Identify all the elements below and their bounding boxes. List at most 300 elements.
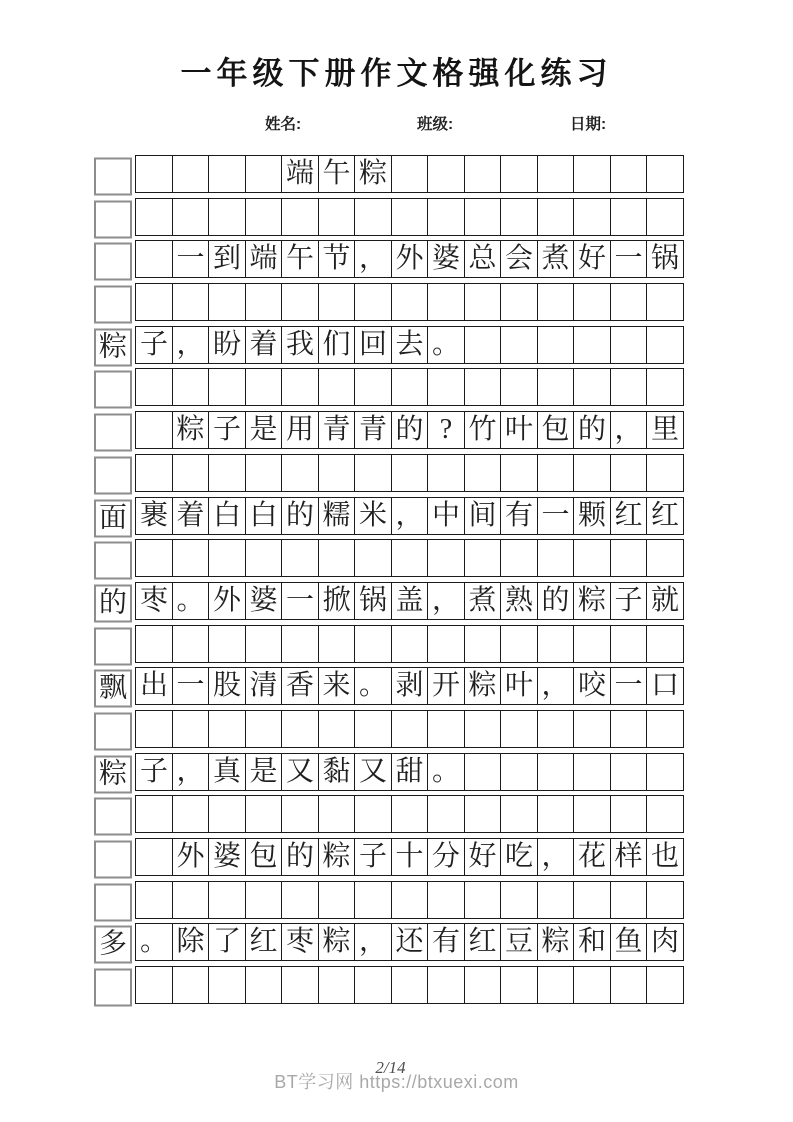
grid-cell — [610, 881, 648, 919]
grid-cell: 盼 — [208, 326, 246, 364]
grid-cell: ， — [172, 326, 210, 364]
grid-cell: 总 — [464, 240, 502, 278]
grid-row — [95, 667, 707, 705]
grid-cell — [135, 155, 173, 193]
grid-cell: 子 — [354, 838, 392, 876]
grid-cell: 也 — [646, 838, 684, 876]
grid-cell: 了 — [208, 923, 246, 961]
grid-cell: 。 — [427, 753, 465, 791]
grid-cell — [172, 966, 210, 1004]
grid-cell — [281, 198, 319, 236]
grid-cell: 外 — [391, 240, 429, 278]
grid-cell — [135, 966, 173, 1004]
grid-cell: 又 — [281, 753, 319, 791]
grid-cell-stub: 面 — [94, 499, 132, 537]
grid-row — [95, 539, 707, 577]
grid-cell — [500, 710, 538, 748]
grid-cell-stub — [94, 371, 132, 409]
grid-cell — [281, 368, 319, 406]
grid-cell: 剥 — [391, 667, 429, 705]
grid-cell — [427, 539, 465, 577]
grid-cell — [573, 539, 611, 577]
grid-cell — [391, 881, 429, 919]
grid-cell: 股 — [208, 667, 246, 705]
grid-row — [95, 155, 707, 193]
grid-cell — [464, 881, 502, 919]
grid-cell-stub — [94, 414, 132, 452]
grid-cell-stub — [94, 627, 132, 665]
grid-cell — [354, 881, 392, 919]
grid-cell — [245, 283, 283, 321]
grid-cell: 还 — [391, 923, 429, 961]
grid-cell — [245, 368, 283, 406]
grid-cell: 开 — [427, 667, 465, 705]
grid-cell: 我 — [281, 326, 319, 364]
grid-cell: 和 — [573, 923, 611, 961]
grid-cell: 的 — [573, 411, 611, 449]
grid-cell: 里 — [646, 411, 684, 449]
grid-cell — [427, 283, 465, 321]
grid-cell: 是 — [245, 411, 283, 449]
watermark-text: BT学习网 https://btxuexi.com — [274, 1072, 519, 1092]
grid-cell — [646, 753, 684, 791]
grid-cell: ? — [427, 411, 465, 449]
grid-cell — [573, 155, 611, 193]
grid-cell — [172, 454, 210, 492]
grid-cell: 一 — [537, 497, 575, 535]
grid-cell: 子 — [610, 582, 648, 620]
grid-cell — [391, 625, 429, 663]
grid-cell — [610, 710, 648, 748]
grid-cell: 的 — [281, 497, 319, 535]
grid-cell: 端 — [245, 240, 283, 278]
grid-cell: 回 — [354, 326, 392, 364]
class-field-label: 班级: — [417, 116, 454, 133]
grid-cell — [354, 966, 392, 1004]
grid-cell — [573, 326, 611, 364]
grid-cell: 就 — [646, 582, 684, 620]
grid-row — [95, 753, 707, 791]
grid-cell: 花 — [573, 838, 611, 876]
grid-cell: 粽 — [537, 923, 575, 961]
grid-cell: 叶 — [500, 667, 538, 705]
grid-cell: 的 — [391, 411, 429, 449]
grid-cell: 。 — [354, 667, 392, 705]
grid-cell — [427, 368, 465, 406]
grid-cell: 红 — [245, 923, 283, 961]
grid-cell — [573, 283, 611, 321]
grid-cell — [245, 881, 283, 919]
grid-cell — [208, 368, 246, 406]
grid-cell — [172, 539, 210, 577]
grid-cell-stub: 的 — [94, 584, 132, 622]
grid-cell — [646, 539, 684, 577]
grid-cell — [208, 625, 246, 663]
grid-cell — [464, 283, 502, 321]
grid-cell: 婆 — [427, 240, 465, 278]
grid-cell: 青 — [318, 411, 356, 449]
grid-cell — [610, 368, 648, 406]
grid-cell — [172, 881, 210, 919]
grid-cell: 颗 — [573, 497, 611, 535]
name-field-label: 姓名: — [265, 116, 302, 133]
grid-cell: 外 — [208, 582, 246, 620]
grid-cell-stub — [94, 200, 132, 238]
grid-cell — [172, 625, 210, 663]
grid-cell — [537, 710, 575, 748]
grid-cell-stub — [94, 798, 132, 836]
grid-cell — [537, 881, 575, 919]
grid-cell: 去 — [391, 326, 429, 364]
grid-cell — [135, 838, 173, 876]
grid-cell — [281, 283, 319, 321]
grid-cell: 外 — [172, 838, 210, 876]
grid-cell: 包 — [245, 838, 283, 876]
grid-cell: 煮 — [537, 240, 575, 278]
grid-cell — [135, 625, 173, 663]
grid-cell: 真 — [208, 753, 246, 791]
grid-cell: 分 — [427, 838, 465, 876]
grid-cell — [354, 454, 392, 492]
grid-cell: 煮 — [464, 582, 502, 620]
grid-cell: 出 — [135, 667, 173, 705]
grid-cell — [427, 454, 465, 492]
grid-cell — [610, 625, 648, 663]
grid-row — [95, 454, 707, 492]
grid-cell — [135, 283, 173, 321]
grid-cell: 用 — [281, 411, 319, 449]
grid-cell — [646, 368, 684, 406]
grid-cell — [391, 283, 429, 321]
grid-row — [95, 838, 707, 876]
grid-cell: 豆 — [500, 923, 538, 961]
grid-cell — [172, 795, 210, 833]
grid-cell: 裹 — [135, 497, 173, 535]
grid-cell — [464, 753, 502, 791]
grid-cell — [537, 283, 575, 321]
grid-cell: ， — [354, 923, 392, 961]
grid-cell — [172, 155, 210, 193]
grid-cell — [537, 795, 575, 833]
grid-cell — [573, 966, 611, 1004]
grid-cell: ， — [537, 667, 575, 705]
grid-cell: 黏 — [318, 753, 356, 791]
grid-cell: 十 — [391, 838, 429, 876]
grid-row — [95, 795, 707, 833]
grid-cell — [318, 454, 356, 492]
grid-cell — [646, 454, 684, 492]
grid-cell — [573, 710, 611, 748]
grid-cell: 红 — [610, 497, 648, 535]
grid-cell — [500, 539, 538, 577]
grid-cell — [427, 625, 465, 663]
grid-cell — [318, 283, 356, 321]
grid-cell-stub — [94, 712, 132, 750]
grid-cell: 节 — [318, 240, 356, 278]
grid-row — [95, 283, 707, 321]
grid-cell: ， — [391, 497, 429, 535]
grid-cell — [281, 966, 319, 1004]
grid-cell — [610, 966, 648, 1004]
grid-cell — [464, 625, 502, 663]
grid-cell: 子 — [208, 411, 246, 449]
grid-cell — [208, 155, 246, 193]
grid-row — [95, 368, 707, 406]
header-fields — [0, 112, 793, 136]
grid-cell: 粽 — [318, 923, 356, 961]
grid-cell — [318, 881, 356, 919]
grid-cell — [427, 198, 465, 236]
grid-cell: 样 — [610, 838, 648, 876]
grid-cell: 粽 — [573, 582, 611, 620]
grid-cell — [500, 881, 538, 919]
grid-cell: 着 — [245, 326, 283, 364]
grid-cell: 粽 — [318, 838, 356, 876]
grid-cell: 着 — [172, 497, 210, 535]
grid-cell — [427, 795, 465, 833]
grid-cell — [427, 710, 465, 748]
grid-cell: 米 — [354, 497, 392, 535]
grid-cell — [646, 155, 684, 193]
grid-cell: 又 — [354, 753, 392, 791]
grid-cell: 的 — [281, 838, 319, 876]
grid-cell — [500, 625, 538, 663]
grid-cell — [464, 710, 502, 748]
grid-cell — [464, 368, 502, 406]
grid-cell — [172, 198, 210, 236]
grid-cell — [610, 326, 648, 364]
grid-cell — [135, 368, 173, 406]
grid-cell: 甜 — [391, 753, 429, 791]
grid-cell-stub — [94, 542, 132, 580]
grid-cell: 竹 — [464, 411, 502, 449]
grid-cell: 包 — [537, 411, 575, 449]
grid-cell: 红 — [464, 923, 502, 961]
grid-cell — [391, 539, 429, 577]
grid-cell: 红 — [646, 497, 684, 535]
grid-cell: 。 — [427, 326, 465, 364]
grid-cell — [245, 155, 283, 193]
grid-cell: 糯 — [318, 497, 356, 535]
grid-cell — [208, 198, 246, 236]
grid-cell: 好 — [464, 838, 502, 876]
grid-row — [95, 625, 707, 663]
grid-cell: ， — [172, 753, 210, 791]
grid-cell — [391, 368, 429, 406]
grid-cell — [537, 198, 575, 236]
grid-cell — [208, 454, 246, 492]
grid-row — [95, 582, 707, 620]
grid-cell: 鱼 — [610, 923, 648, 961]
grid-cell — [464, 326, 502, 364]
grid-cell — [135, 411, 173, 449]
grid-cell — [537, 539, 575, 577]
grid-cell: 的 — [537, 582, 575, 620]
grid-cell-stub — [94, 969, 132, 1007]
grid-cell — [318, 795, 356, 833]
grid-cell — [464, 795, 502, 833]
grid-cell — [391, 155, 429, 193]
grid-cell: 粽 — [464, 667, 502, 705]
grid-cell: 锅 — [354, 582, 392, 620]
grid-cell — [354, 539, 392, 577]
grid-cell — [318, 198, 356, 236]
grid-cell: ， — [610, 411, 648, 449]
grid-cell — [208, 795, 246, 833]
grid-cell — [646, 881, 684, 919]
grid-cell — [245, 454, 283, 492]
grid-cell — [610, 753, 648, 791]
grid-cell — [464, 155, 502, 193]
grid-cell — [281, 454, 319, 492]
grid-cell — [135, 710, 173, 748]
grid-row — [95, 497, 707, 535]
grid-cell: 到 — [208, 240, 246, 278]
grid-cell — [646, 710, 684, 748]
grid-cell-stub — [94, 286, 132, 324]
grid-cell: 一 — [281, 582, 319, 620]
grid-cell — [500, 753, 538, 791]
grid-cell — [354, 283, 392, 321]
grid-cell — [281, 539, 319, 577]
grid-cell-stub — [94, 158, 132, 196]
grid-cell-stub — [94, 243, 132, 281]
grid-cell — [646, 625, 684, 663]
grid-cell — [500, 368, 538, 406]
grid-cell: 青 — [354, 411, 392, 449]
grid-cell: 盖 — [391, 582, 429, 620]
grid-cell-stub — [94, 456, 132, 494]
grid-cell — [281, 625, 319, 663]
grid-cell — [354, 795, 392, 833]
grid-cell — [208, 710, 246, 748]
grid-cell — [646, 795, 684, 833]
grid-cell — [573, 753, 611, 791]
grid-cell — [172, 368, 210, 406]
grid-cell — [464, 966, 502, 1004]
grid-cell: 白 — [245, 497, 283, 535]
grid-cell: 白 — [208, 497, 246, 535]
grid-cell: 端 — [281, 155, 319, 193]
grid-cell: 会 — [500, 240, 538, 278]
grid-cell — [318, 710, 356, 748]
grid-cell — [500, 198, 538, 236]
grid-cell — [318, 625, 356, 663]
grid-cell — [610, 283, 648, 321]
grid-cell: ， — [354, 240, 392, 278]
grid-cell: 枣 — [281, 923, 319, 961]
grid-cell — [354, 625, 392, 663]
page-footer — [0, 1050, 793, 1110]
grid-cell: 有 — [427, 923, 465, 961]
grid-cell — [172, 283, 210, 321]
grid-cell: 锅 — [646, 240, 684, 278]
grid-cell — [391, 198, 429, 236]
grid-cell — [610, 155, 648, 193]
grid-cell-stub: 粽 — [94, 328, 132, 366]
grid-row — [95, 710, 707, 748]
grid-cell: ， — [427, 582, 465, 620]
grid-cell — [208, 881, 246, 919]
grid-cell — [135, 198, 173, 236]
grid-cell — [427, 881, 465, 919]
writing-grid — [95, 155, 707, 1009]
grid-cell: 枣 — [135, 582, 173, 620]
grid-cell: 是 — [245, 753, 283, 791]
grid-cell: 一 — [610, 240, 648, 278]
grid-cell — [281, 710, 319, 748]
grid-cell — [208, 966, 246, 1004]
grid-cell — [135, 881, 173, 919]
grid-row — [95, 326, 707, 364]
grid-cell — [537, 155, 575, 193]
grid-cell — [427, 966, 465, 1004]
grid-row — [95, 411, 707, 449]
grid-cell: 清 — [245, 667, 283, 705]
grid-cell: 婆 — [245, 582, 283, 620]
grid-cell — [172, 710, 210, 748]
grid-cell — [537, 368, 575, 406]
grid-cell — [427, 155, 465, 193]
grid-row — [95, 923, 707, 961]
grid-cell: 间 — [464, 497, 502, 535]
grid-cell — [537, 454, 575, 492]
grid-cell-stub: 多 — [94, 926, 132, 964]
grid-cell — [354, 198, 392, 236]
grid-cell: 掀 — [318, 582, 356, 620]
grid-cell — [500, 795, 538, 833]
grid-cell — [354, 710, 392, 748]
grid-cell — [318, 539, 356, 577]
grid-cell — [537, 966, 575, 1004]
grid-cell: 粽 — [172, 411, 210, 449]
grid-cell: 香 — [281, 667, 319, 705]
grid-cell — [135, 454, 173, 492]
grid-cell: 。 — [172, 582, 210, 620]
grid-cell: 好 — [573, 240, 611, 278]
grid-cell — [391, 795, 429, 833]
grid-cell — [245, 625, 283, 663]
grid-cell — [537, 326, 575, 364]
grid-cell: 有 — [500, 497, 538, 535]
grid-cell — [208, 539, 246, 577]
page-title: 一年级下册作文格强化练习 — [180, 56, 613, 91]
grid-cell — [208, 283, 246, 321]
grid-cell-stub — [94, 883, 132, 921]
grid-cell: 中 — [427, 497, 465, 535]
grid-cell — [610, 198, 648, 236]
grid-cell: 熟 — [500, 582, 538, 620]
grid-cell-stub: 粽 — [94, 755, 132, 793]
grid-row — [95, 198, 707, 236]
grid-cell: 子 — [135, 753, 173, 791]
grid-row — [95, 881, 707, 919]
grid-cell — [500, 454, 538, 492]
grid-cell: 粽 — [354, 155, 392, 193]
grid-cell — [464, 198, 502, 236]
grid-cell-stub: 飘 — [94, 670, 132, 708]
grid-cell: 吃 — [500, 838, 538, 876]
grid-cell — [245, 198, 283, 236]
grid-cell — [245, 710, 283, 748]
grid-cell — [500, 326, 538, 364]
grid-cell: 肉 — [646, 923, 684, 961]
grid-cell: 午 — [281, 240, 319, 278]
grid-cell — [391, 710, 429, 748]
grid-cell: 口 — [646, 667, 684, 705]
grid-cell — [245, 966, 283, 1004]
grid-cell — [573, 625, 611, 663]
